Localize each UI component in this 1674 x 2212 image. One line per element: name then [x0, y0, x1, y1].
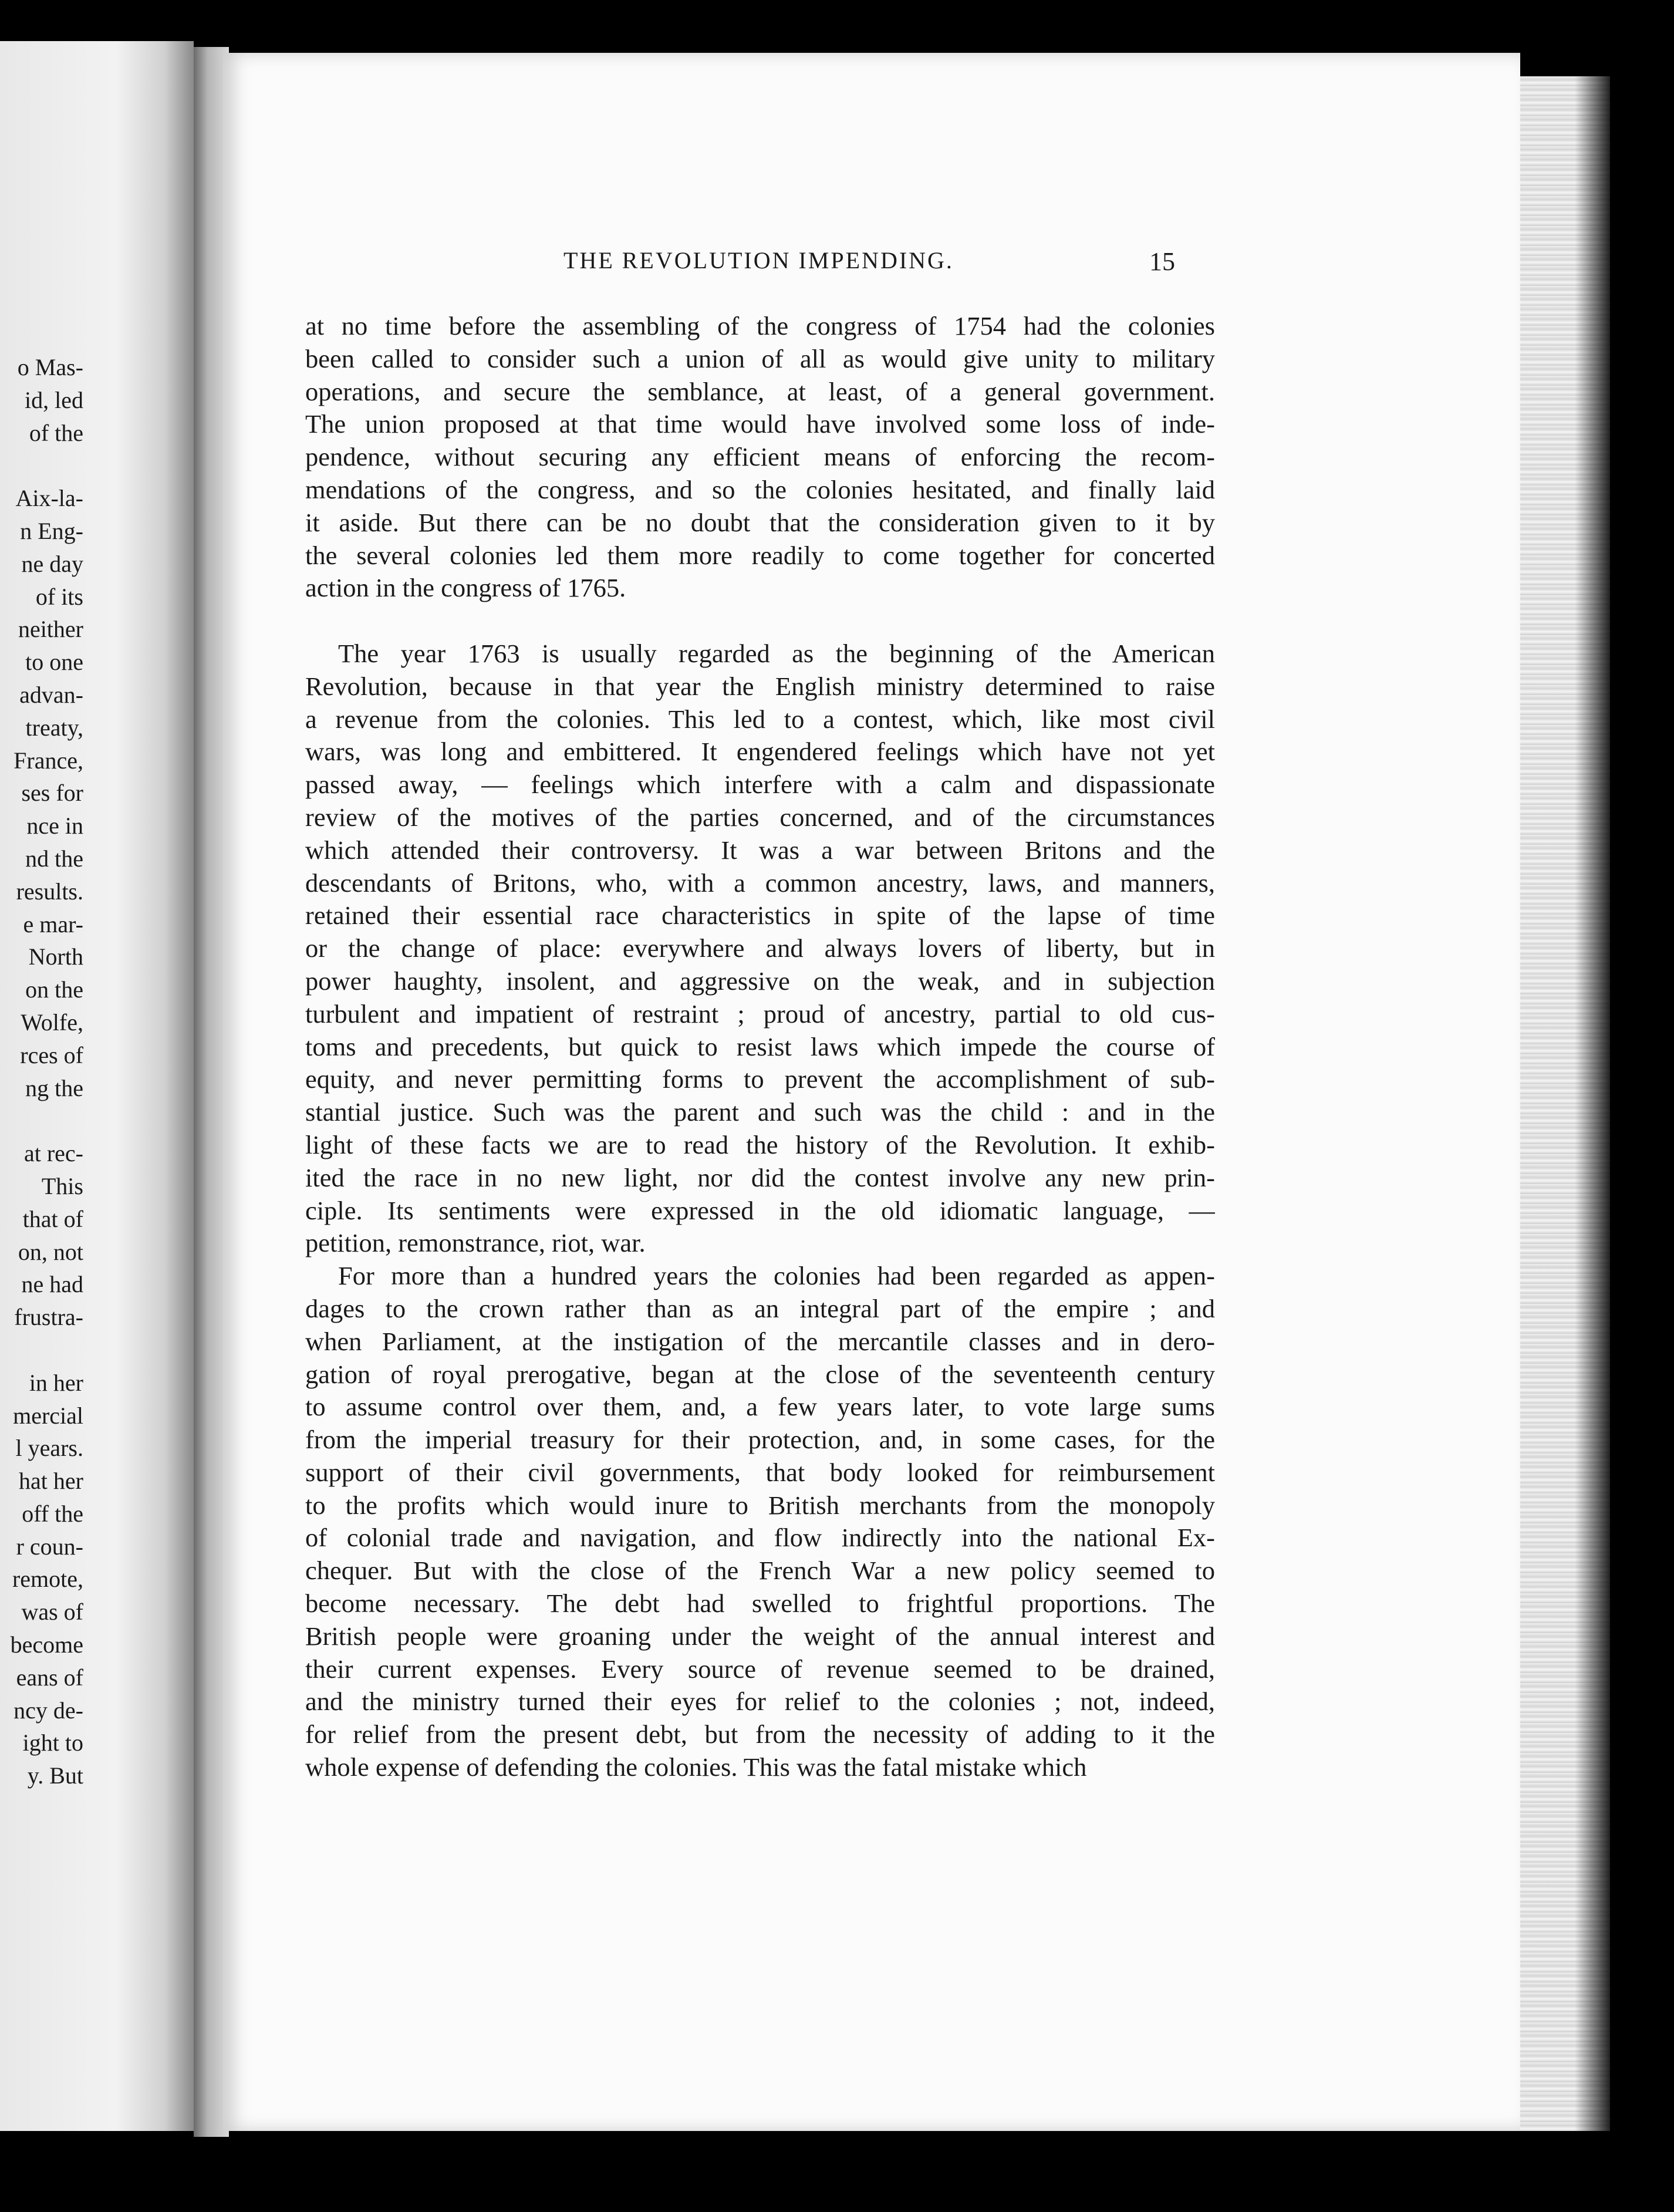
left-page-line: frustra- [14, 1304, 83, 1331]
text-line: mendations of the congress, and so the colonies hesitated, and finally laid [305, 474, 1215, 504]
left-page-line: y. But [27, 1762, 83, 1789]
left-page-line: on the [25, 976, 83, 1003]
left-page-line: remote, [12, 1566, 83, 1593]
left-page-line: n Eng- [20, 517, 83, 544]
left-page-line: off the [22, 1500, 83, 1527]
left-page-line: Aix-la- [15, 485, 83, 512]
left-page-line: rces of [20, 1041, 83, 1068]
text-line: Revolution, because in that year the English ministry determined to raise [305, 671, 1215, 701]
text-line: ited the race in no new light, nor did the contest involve any new prin- [305, 1162, 1215, 1192]
text-line: at no time before the assembling of the congress of 1754 had the colonies [305, 311, 1215, 340]
text-line: the several colonies led them more readily to come together for concerted [305, 540, 1215, 570]
text-line: For more than a hundred years the colonies had been regarded as appen- [338, 1261, 1215, 1291]
text-line: gation of royal prerogative, began at the close of the seventeenth century [305, 1359, 1215, 1389]
paragraph [305, 310, 1215, 605]
left-page-line: was of [21, 1599, 83, 1626]
text-line: for relief from the present debt, but from the necessity of adding to it the [305, 1719, 1215, 1749]
left-page-line: of its [35, 583, 83, 610]
left-page-line: Wolfe, [21, 1009, 83, 1036]
left-page-line: This [41, 1172, 83, 1199]
text-line: to assume control over them, and, a few years later, to vote large sums [305, 1392, 1215, 1422]
text-line: and the ministry turned their eyes for relief to the colonies ; not, indeed, [305, 1687, 1215, 1717]
left-page-line: that of [22, 1205, 83, 1232]
left-page-line: ight to [22, 1729, 83, 1756]
text-line: action in the congress of 1765. [305, 573, 626, 603]
text-line: light of these facts we are to read the history of the Revolution. It exhib- [305, 1129, 1215, 1159]
text-line: which attended their controversy. It was a war between Britons and the [305, 835, 1215, 865]
text-line: stantial justice. Such was the parent and such was the child : and in the [305, 1097, 1215, 1127]
left-page-line: France, [14, 747, 83, 774]
left-page-line: results. [16, 878, 83, 905]
left-page-line: treaty, [25, 714, 83, 741]
left-page-line [11, 1104, 83, 1137]
left-page-line: ne had [21, 1271, 83, 1298]
text-line: descendants of Britons, who, with a common ancestry, laws, and manners, [305, 868, 1215, 898]
left-page-line: l years. [15, 1435, 83, 1462]
body-text [305, 310, 1215, 1784]
text-line: from the imperial treasury for their protection, and, in some cases, for the [305, 1425, 1215, 1455]
text-line: power haughty, insolent, and aggressive on the weak, and in subjection [305, 966, 1215, 996]
left-page-line: eans of [16, 1664, 83, 1691]
left-page-line: ne day [21, 550, 83, 577]
left-page-line: neither [18, 616, 83, 643]
text-line: ciple. Its sentiments were expressed in the old idiomatic language, — [305, 1195, 1215, 1225]
left-page-line [11, 449, 83, 482]
text-line: support of their civil governments, that body looked for reimbursement [305, 1457, 1215, 1487]
left-page-line: ses for [21, 780, 83, 807]
left-page-line: of the [29, 419, 83, 446]
text-line: The year 1763 is usually regarded as the beginning of the American [338, 638, 1215, 668]
left-page-line: id, led [25, 386, 83, 413]
left-page-line: ng the [25, 1074, 83, 1101]
text-line: equity, and never permitting forms to prevent the accomplishment of sub- [305, 1064, 1215, 1094]
text-line: dages to the crown rather than as an integral part of the empire ; and [305, 1293, 1215, 1323]
text-line: when Parliament, at the instigation of the mercantile classes and in dero- [305, 1326, 1215, 1356]
text-line: wars, was long and embittered. It engendered feelings which have not yet [305, 737, 1215, 767]
left-facing-page [0, 41, 194, 2131]
text-line: turbulent and impatient of restraint ; proud of ancestry, partial to old cus- [305, 999, 1215, 1029]
text-line: review of the motives of the parties concerned, and of the circumstances [305, 802, 1215, 832]
text-line: passed away, — feelings which interfere with a calm and dispassionate [305, 770, 1215, 800]
text-line: toms and precedents, but quick to resist laws which impede the course of [305, 1031, 1215, 1061]
text-line: of colonial trade and navigation, and flow indirectly into the national Ex- [305, 1523, 1215, 1553]
paragraph [305, 638, 1215, 1260]
left-page-line: at rec- [23, 1140, 83, 1167]
text-line: pendence, without securing any efficient means of enforcing the recom- [305, 442, 1215, 472]
left-page-line: nce in [26, 812, 83, 839]
left-page-line: mercial [13, 1402, 83, 1429]
text-line: British people were groaning under the weight of the annual interest and [305, 1621, 1215, 1651]
text-line: chequer. But with the close of the French War a new policy seemed to [305, 1556, 1215, 1586]
left-page-line: North [28, 943, 83, 970]
left-page-line: in her [29, 1369, 83, 1396]
left-page-line: to one [25, 649, 83, 676]
text-line: or the change of place: everywhere and always lovers of liberty, but in [305, 933, 1215, 963]
paragraph-gap [305, 605, 1215, 638]
text-line: The union proposed at that time would have involved some loss of inde- [305, 409, 1215, 439]
text-line: operations, and secure the semblance, at least, of a general government. [305, 376, 1215, 406]
text-line: become necessary. The debt had swelled to frightful proportions. The [305, 1589, 1215, 1618]
text-line: their current expenses. Every source of revenue seemed to be drained, [305, 1654, 1215, 1684]
text-line: it aside. But there can be no doubt that the consideration given to it by [305, 507, 1215, 537]
text-line: petition, remonstrance, riot, war. [305, 1228, 646, 1258]
left-page-line: o Mas- [17, 354, 83, 380]
page-number: 15 [1149, 247, 1175, 276]
left-page-line: nd the [25, 845, 83, 872]
left-page-line: e mar- [23, 911, 83, 938]
text-line: retained their essential race characteristics in spite of the lapse of time [305, 901, 1215, 930]
text-line: whole expense of defending the colonies. This was the fatal mistake which [305, 1752, 1087, 1782]
left-page-line: on, not [18, 1238, 83, 1265]
left-page-line: advan- [19, 681, 83, 708]
text-line: a revenue from the colonies. This led to a contest, which, like most civil [305, 704, 1215, 734]
left-page-line: ncy de- [14, 1697, 83, 1724]
left-page-line: r coun- [16, 1533, 83, 1560]
left-page-line [11, 1334, 83, 1367]
text-line: been called to consider such a union of all as would give unity to military [305, 343, 1215, 373]
left-page-line: become [10, 1631, 83, 1658]
paragraph [305, 1260, 1215, 1784]
text-line: to the profits which would inure to British merchants from the monopoly [305, 1490, 1215, 1520]
running-head: THE REVOLUTION IMPENDING. [563, 247, 954, 274]
left-page-line: hat her [19, 1468, 83, 1495]
left-page-text-fragments [11, 351, 83, 1792]
